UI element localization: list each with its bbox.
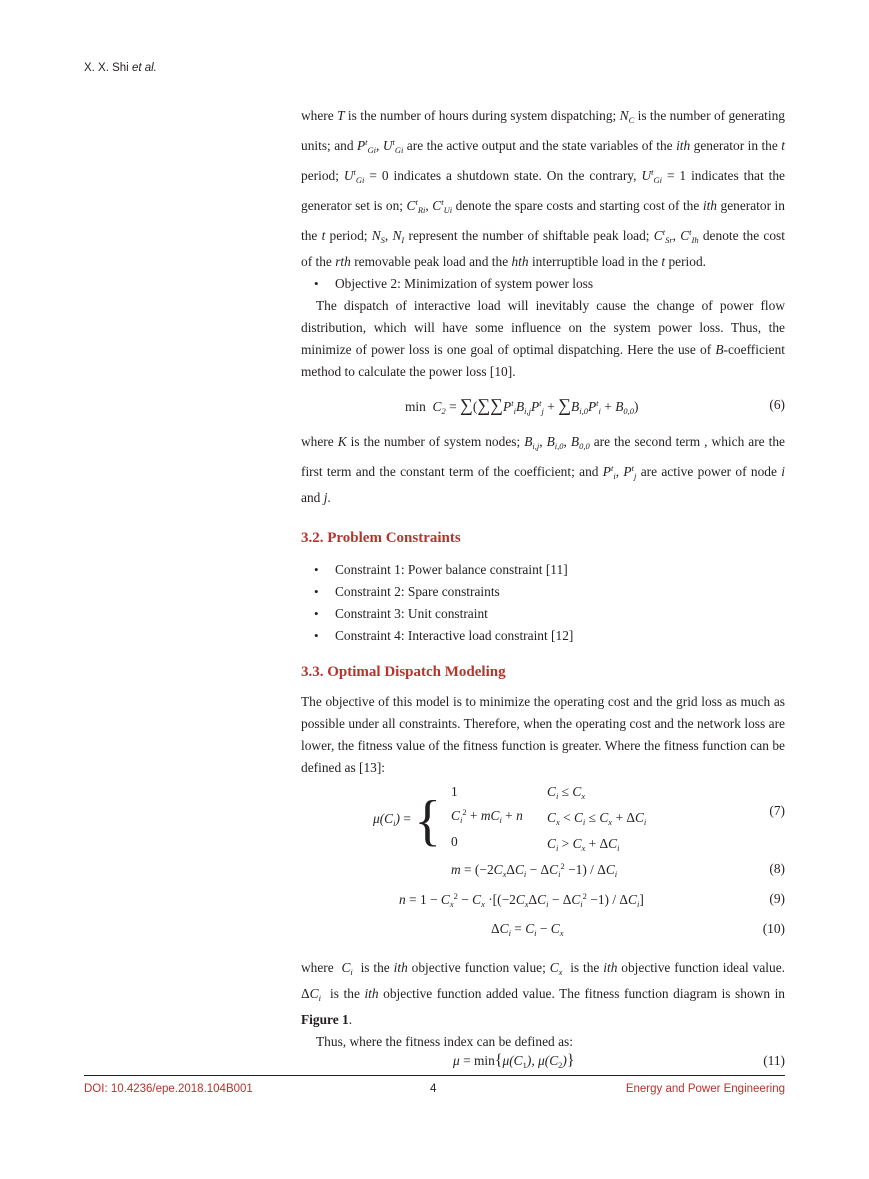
equation-number: (9) bbox=[769, 891, 785, 906]
paragraph-objective: The objective of this model is to minimize the operating cost and the grid loss as much as possible under all constraints. Therefore, when the operating cost and the network loss are lower, the fitness value of the fitness function is greater. Where the fitness function can be defined as [13]: bbox=[301, 694, 785, 775]
page-number: 4 bbox=[430, 1083, 437, 1095]
footer-journal[interactable]: Energy and Power Engineering bbox=[625, 1083, 785, 1095]
list-item: • Constraint 2: Spare constraints bbox=[301, 581, 785, 603]
paragraph-fitness: where $C_i$ is the ith objective function value; $C_x$ is the ith objective function ideal value. $\Delta C_i$ is the ith objective function added value. The fitness function diagram is shown in Figure 1. bbox=[301, 960, 785, 1027]
list-item: • Constraint 3: Unit constraint bbox=[301, 603, 785, 625]
paragraph-variables: where T is the number of hours during system dispatching; $N_C$ is the number of generating units; and $P^t_{Gi}$, $U^t_{Gi}$ are the active output and the state variables of the ith generator in the t period; $U^t_{Gi} = 0$ indicates a shutdown state. On the contrary, $U^t_{Gi} = 1$ indicates that the generator set is on; $C^t_{Ri}$, $C^t_{Ui}$ denote the spare costs and starting cost of the ith generator in the t period; $N_S$, $N_I$ represent the number of shiftable peak load; $C^t_{Sr}$, $C^t_{Ih}$ denote the cost of the rth removable peak load and the hth interruptible load in the t period. bbox=[301, 108, 785, 269]
paragraph-nodes: where K is the number of system nodes; $B_{i,j}$, $B_{i,0}$, $B_{0,0}$ are the second term , which are the first term and the constant term of the coefficient; and $P^t_i$, $P^t_j$ are active power of node i and j. bbox=[301, 434, 786, 505]
equation-number: (10) bbox=[762, 921, 785, 936]
running-header: X. X. Shi et al. bbox=[84, 62, 157, 74]
constraint-list bbox=[301, 559, 785, 647]
list-item: • Constraint 1: Power balance constraint [11] bbox=[301, 559, 785, 581]
objective-list bbox=[301, 273, 785, 295]
footer-doi[interactable]: DOI: 10.4236/epe.2018.104B001 bbox=[84, 1083, 253, 1095]
section-heading: 3.2. Problem Constraints bbox=[301, 530, 461, 546]
equation-7: $\mu(C_i)$ = { 1 $C_i^2 + mC_i + n$ 0 $C_i \le C_x$ $C_x < C_i \le C_x + \Delta C_i$ $C_i > C_x + \Delta C_i$ (7) bbox=[373, 784, 785, 853]
equation-8: $m = (-2C_x\Delta C_i - \Delta C_i^2 -1) / \Delta C_i$ (8) bbox=[451, 861, 785, 879]
equation-11: $\mu = \min\{\mu(C_1)$, $\mu(C_2)$} (11) bbox=[453, 1052, 785, 1070]
equation-number: (6) bbox=[769, 397, 785, 412]
equation-number: (8) bbox=[769, 861, 785, 876]
equation-number: (7) bbox=[769, 803, 785, 818]
section-heading: 3.3. Optimal Dispatch Modeling bbox=[301, 664, 506, 680]
figure-link[interactable]: Figure 1 bbox=[301, 1012, 349, 1027]
equation-10: $\Delta C_i = C_i - C_x$ (10) bbox=[491, 921, 785, 938]
main-column bbox=[301, 105, 785, 1077]
equation-number: (11) bbox=[763, 1053, 785, 1068]
paragraph-power-loss: The dispatch of interactive load will inevitably cause the change of power flow distribution, which will have some influence on the system power loss. Thus, the minimize of power loss is one goal of optimal dispatching. Here the use of B-coefficient method to calculate the power loss [10]. bbox=[301, 298, 785, 379]
equation-6: $\min C_2 = \sum(\sum\sum P^t_iB_{i,j}P^t_j + \sum B_{i,0}P^t_i + B_{0,0})$ (6) bbox=[405, 395, 785, 416]
equation-9: $n = 1 - C_x^2 - C_x \cdot[(-2C_x\Delta C_i - \Delta C_i^2 -1) / \Delta C_i]$ (9) bbox=[399, 891, 785, 909]
list-item: • Objective 2: Minimization of system power loss bbox=[301, 273, 785, 295]
list-item: • Constraint 4: Interactive load constraint [12] bbox=[301, 625, 785, 647]
paragraph-fitness-index: Thus, where the fitness index can be defined as: bbox=[316, 1034, 573, 1049]
footer-rule bbox=[84, 1075, 785, 1076]
